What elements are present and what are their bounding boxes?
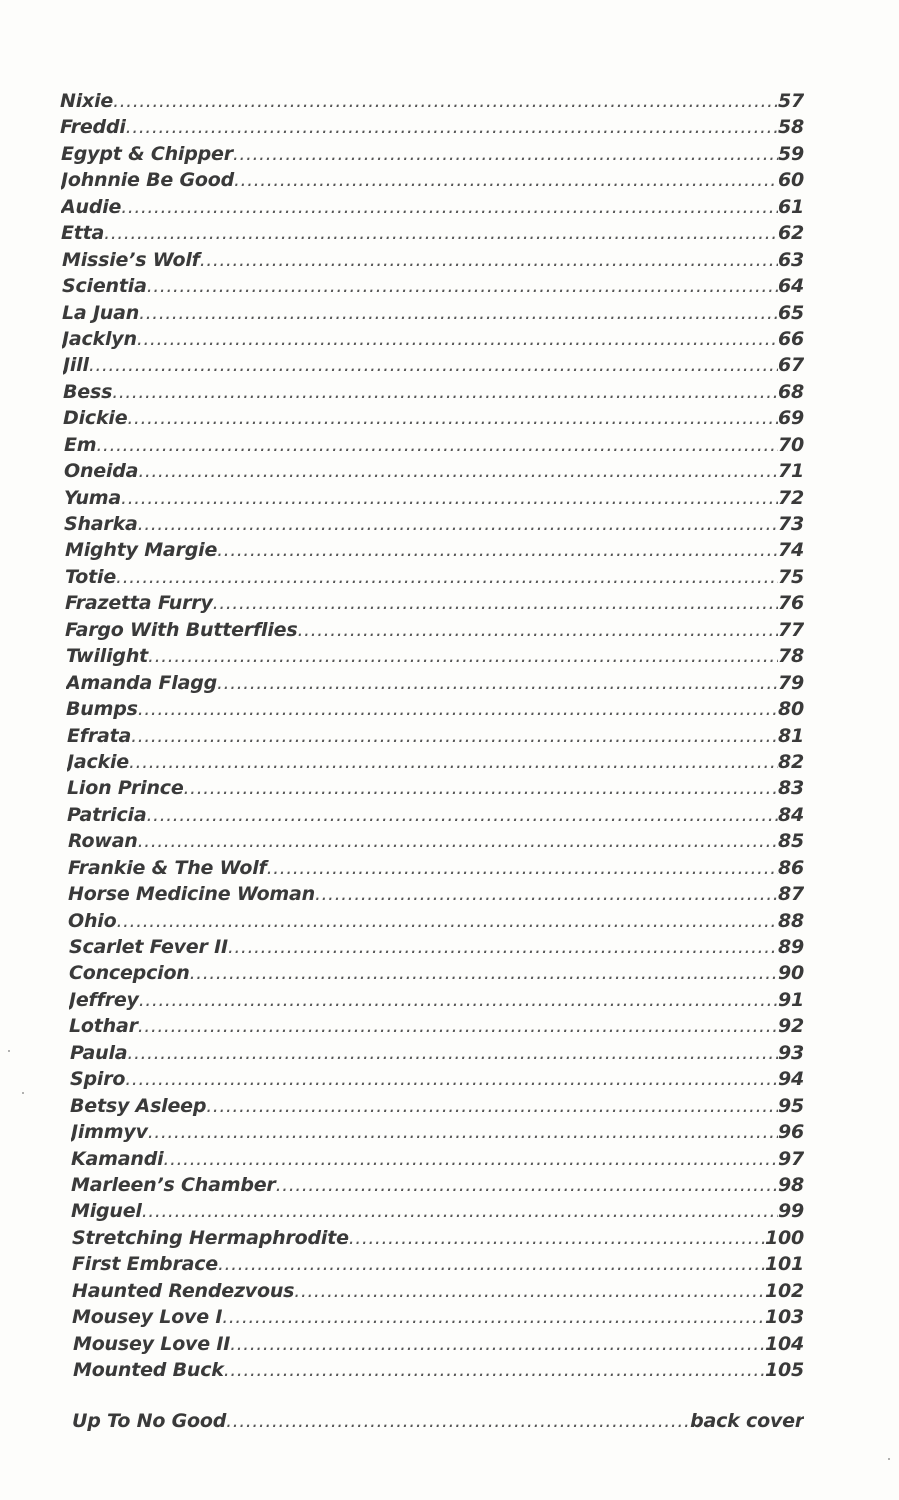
toc-entry	[71, 1146, 804, 1172]
dot-leader	[276, 1172, 778, 1198]
toc-entry-title: Bumps	[66, 698, 138, 721]
toc-entry-page: 66	[777, 327, 804, 350]
dot-leader	[104, 220, 778, 246]
toc-entry-page: 104	[764, 1332, 804, 1355]
toc-entry	[60, 114, 804, 140]
toc-entry-page: 65	[777, 301, 804, 324]
toc-entry	[63, 405, 804, 431]
toc-entry-page: 99	[777, 1200, 804, 1223]
dot-leader	[138, 511, 778, 537]
toc-entry-title: Rowan	[68, 830, 138, 853]
toc-entry	[61, 167, 804, 193]
toc-entry-page: 93	[777, 1041, 804, 1064]
dot-leader	[96, 432, 778, 458]
toc-entry-title: Nixie	[60, 90, 114, 112]
toc-entry-page: 103	[764, 1306, 804, 1329]
toc-entry-title: Stretching Hermaphrodite	[72, 1226, 349, 1249]
paper-speck	[8, 1050, 10, 1052]
toc-entry-title: Fargo With Butterflies	[65, 618, 298, 641]
dot-leader	[138, 828, 778, 854]
toc-entry-page: 105	[764, 1359, 804, 1381]
toc-entry	[61, 194, 804, 220]
toc-entry	[70, 1040, 804, 1066]
toc-entry-title: Jackie	[67, 750, 129, 773]
toc-entry-title: Amanda Flagg	[66, 671, 218, 694]
toc-entry-page: back cover	[690, 1410, 804, 1432]
toc-entry-page: 79	[777, 671, 804, 694]
toc-entry	[61, 220, 804, 246]
dot-leader	[234, 167, 778, 193]
dot-leader	[222, 1304, 765, 1330]
toc-entry-page: 94	[777, 1068, 804, 1091]
dot-leader	[121, 485, 778, 511]
toc-entry	[61, 141, 804, 167]
dot-leader	[230, 1331, 765, 1357]
toc-entry-title: Scarlet Fever II	[69, 936, 228, 958]
toc-entry-page: 78	[777, 645, 804, 668]
toc-entry	[68, 881, 804, 907]
dot-leader	[126, 114, 778, 140]
toc-entry-title: Mounted Buck	[73, 1359, 224, 1381]
dot-leader	[129, 749, 778, 775]
toc-entry-title: Mighty Margie	[65, 539, 218, 562]
toc-entry-page: 81	[777, 724, 804, 747]
toc-entry-title: Spiro	[70, 1068, 126, 1091]
dot-leader	[217, 670, 778, 696]
toc-entry	[65, 617, 804, 643]
toc-entry	[67, 749, 804, 775]
dot-leader	[349, 1225, 765, 1251]
toc-entry-page: 68	[777, 380, 804, 403]
toc-entry	[71, 1119, 804, 1145]
toc-entry	[72, 1251, 804, 1277]
toc-entry-title: Mousey Love I	[72, 1306, 223, 1329]
toc-entry-title: Patricia	[67, 803, 147, 826]
toc-entry-title: Mousey Love II	[73, 1332, 231, 1355]
paper-speck	[888, 1458, 890, 1460]
toc-entry-title: Bess	[63, 380, 113, 403]
toc-entry-page: 57	[777, 90, 804, 112]
dot-leader	[116, 564, 778, 590]
toc-entry	[63, 352, 804, 378]
dot-leader	[139, 300, 778, 326]
toc-entry	[68, 828, 804, 854]
toc-entry-title: Em	[64, 433, 97, 456]
toc-entry-title: Egypt & Chipper	[61, 142, 233, 165]
toc-entry	[71, 1198, 804, 1224]
toc-entry-page: 61	[777, 195, 804, 218]
toc-entry-title: Sharka	[64, 513, 138, 535]
dot-leader	[113, 88, 778, 114]
toc-entry-page: 64	[777, 275, 804, 298]
dot-leader	[228, 934, 778, 960]
toc-entry	[73, 1357, 804, 1383]
dot-leader	[127, 1040, 778, 1066]
toc-entry-title: Yuma	[64, 486, 122, 509]
toc-entry-title: First Embrace	[72, 1253, 218, 1276]
toc-entry	[69, 934, 804, 960]
toc-entry-title: Freddi	[60, 116, 126, 139]
dot-leader	[112, 379, 778, 405]
toc-entry-title: Frazetta Furry	[65, 592, 213, 615]
toc-entry-page: 95	[777, 1094, 804, 1117]
toc-entry-page: 76	[777, 592, 804, 615]
dot-leader	[163, 1146, 778, 1172]
toc-entry-page: 97	[777, 1147, 804, 1170]
toc-entry	[72, 1304, 804, 1330]
toc-entry-title: Betsy Asleep	[70, 1094, 207, 1117]
toc-entry	[62, 326, 804, 352]
toc-entry-page: 102	[764, 1279, 804, 1302]
toc-entry	[64, 511, 804, 537]
toc-entry-title: Horse Medicine Woman	[68, 883, 315, 906]
dot-leader	[184, 775, 778, 801]
toc-entry-title: Dickie	[63, 407, 128, 430]
dot-leader	[89, 352, 778, 378]
dot-leader	[206, 1093, 778, 1119]
toc-entry-page: 75	[777, 565, 804, 588]
toc-entry-title: Jill	[63, 354, 89, 377]
toc-entry-title: Twilight	[66, 645, 149, 668]
toc-entry-page: 59	[777, 142, 804, 165]
toc-entry	[66, 696, 804, 722]
toc-entry-page: 86	[777, 856, 804, 879]
dot-leader	[233, 141, 778, 167]
toc-entry-title: Audie	[61, 195, 122, 218]
dot-leader	[125, 1066, 778, 1092]
toc-entry-title: Marleen’s Chamber	[71, 1173, 276, 1196]
toc-entry-page: 67	[777, 354, 804, 377]
dot-leader	[217, 537, 778, 563]
dot-leader	[148, 643, 778, 669]
toc-entry-page: 77	[777, 618, 804, 641]
dot-leader	[267, 855, 778, 881]
toc-entry	[63, 379, 804, 405]
dot-leader	[131, 723, 778, 749]
dot-leader	[224, 1357, 765, 1383]
toc-entry	[69, 1013, 804, 1039]
dot-leader	[138, 458, 778, 484]
toc-entry	[71, 1172, 804, 1198]
toc-entry	[70, 1093, 804, 1119]
dot-leader	[297, 617, 777, 643]
toc-list	[0, 88, 899, 1383]
toc-entry-title: La Juan	[62, 301, 140, 324]
toc-entry	[73, 1331, 804, 1357]
toc-entry	[67, 775, 804, 801]
toc-entry-page: 60	[777, 169, 804, 192]
dot-leader	[139, 987, 778, 1013]
toc-entry-title: Haunted Rendezvous	[72, 1279, 295, 1302]
toc-entry	[62, 300, 804, 326]
toc-entry-page: 74	[777, 539, 804, 562]
toc-entry-title: Johnnie Be Good	[61, 169, 235, 192]
dot-leader	[137, 326, 778, 352]
toc-entry-page: 80	[777, 698, 804, 721]
dot-leader	[190, 960, 778, 986]
toc-entry-title: Miguel	[71, 1200, 142, 1223]
toc-entry-page: 83	[777, 777, 804, 800]
toc-entry-page: 58	[777, 116, 804, 139]
toc-entry-title: Paula	[70, 1041, 128, 1064]
toc-entry-title: Ohio	[68, 909, 117, 932]
dot-leader	[138, 696, 778, 722]
toc-entry	[64, 458, 804, 484]
toc-entry-page: 87	[777, 883, 804, 906]
toc-entry-title: Jacklyn	[62, 327, 137, 350]
toc-entry	[64, 432, 804, 458]
toc-entry-page: 96	[777, 1121, 804, 1144]
dot-leader	[294, 1278, 765, 1304]
toc-entry	[69, 987, 804, 1013]
dot-leader	[138, 1013, 778, 1039]
dot-leader	[213, 590, 778, 616]
toc-entry-page: 63	[777, 248, 804, 271]
toc-entry	[69, 960, 804, 986]
toc-entry-page: 71	[777, 460, 804, 483]
toc-entry-title: Etta	[61, 222, 105, 245]
toc-entry-page: 88	[777, 909, 804, 932]
dot-leader	[127, 405, 778, 431]
dot-leader	[315, 881, 778, 907]
toc-entry	[62, 273, 804, 299]
toc-entry-page: 84	[777, 803, 804, 826]
toc-entry-title: Totie	[65, 565, 117, 588]
toc-entry	[60, 88, 804, 114]
toc-entry	[67, 802, 804, 828]
toc-entry	[65, 564, 804, 590]
toc-entry	[68, 908, 804, 934]
toc-entry-page: 82	[777, 750, 804, 773]
toc-entry-page: 92	[777, 1015, 804, 1038]
toc-entry	[64, 485, 804, 511]
toc-entry-title: Scientia	[62, 275, 147, 298]
toc-entry-page: 70	[777, 433, 804, 456]
toc-entry-title: Missie’s Wolf	[62, 248, 200, 271]
toc-entry-page: 73	[777, 513, 804, 535]
toc-entry	[66, 670, 804, 696]
toc-entry-title: Jeffrey	[69, 988, 139, 1011]
toc-entry-title: Jimmyv	[71, 1121, 148, 1144]
dot-leader	[147, 273, 778, 299]
toc-entry	[66, 643, 804, 669]
dot-leader	[148, 1119, 778, 1145]
toc-entry-page: 62	[777, 222, 804, 245]
toc-entry-page: 98	[777, 1173, 804, 1196]
dot-leader	[142, 1198, 778, 1224]
toc-entry	[67, 723, 804, 749]
toc-entry-title: Lothar	[69, 1015, 138, 1038]
paper-speck	[22, 1092, 24, 1094]
dot-leader	[147, 802, 778, 828]
toc-entry	[65, 537, 804, 563]
toc-entry-title: Oneida	[64, 460, 139, 483]
toc-entry-title: Up To No Good	[72, 1410, 227, 1432]
dot-leader	[116, 908, 778, 934]
toc-entry-title: Concepcion	[69, 962, 190, 985]
toc-entry-page: 69	[777, 407, 804, 430]
toc-entry	[72, 1225, 804, 1251]
toc-entry-title: Frankie & The Wolf	[68, 856, 267, 879]
dot-leader	[121, 194, 778, 220]
toc-entry	[68, 855, 804, 881]
toc-entry-title: Lion Prince	[67, 777, 184, 800]
dot-leader	[218, 1251, 765, 1277]
toc-entry-title: Efrata	[67, 724, 132, 747]
toc-entry-page: 100	[764, 1226, 804, 1249]
toc-entry	[62, 247, 804, 273]
toc-entry-page: 91	[777, 988, 804, 1011]
dot-leader	[200, 247, 778, 273]
toc-entry	[72, 1278, 804, 1304]
toc-entry	[70, 1066, 804, 1092]
toc-entry-page: 85	[777, 830, 804, 853]
toc-entry-back-cover	[72, 1408, 804, 1434]
toc-entry-page: 72	[777, 486, 804, 509]
dot-leader	[226, 1408, 690, 1434]
toc-entry	[65, 590, 804, 616]
toc-entry-page: 90	[777, 962, 804, 985]
toc-entry-page: 89	[777, 936, 804, 958]
toc-entry-page: 101	[764, 1253, 804, 1276]
toc-entry-title: Kamandi	[71, 1147, 164, 1170]
